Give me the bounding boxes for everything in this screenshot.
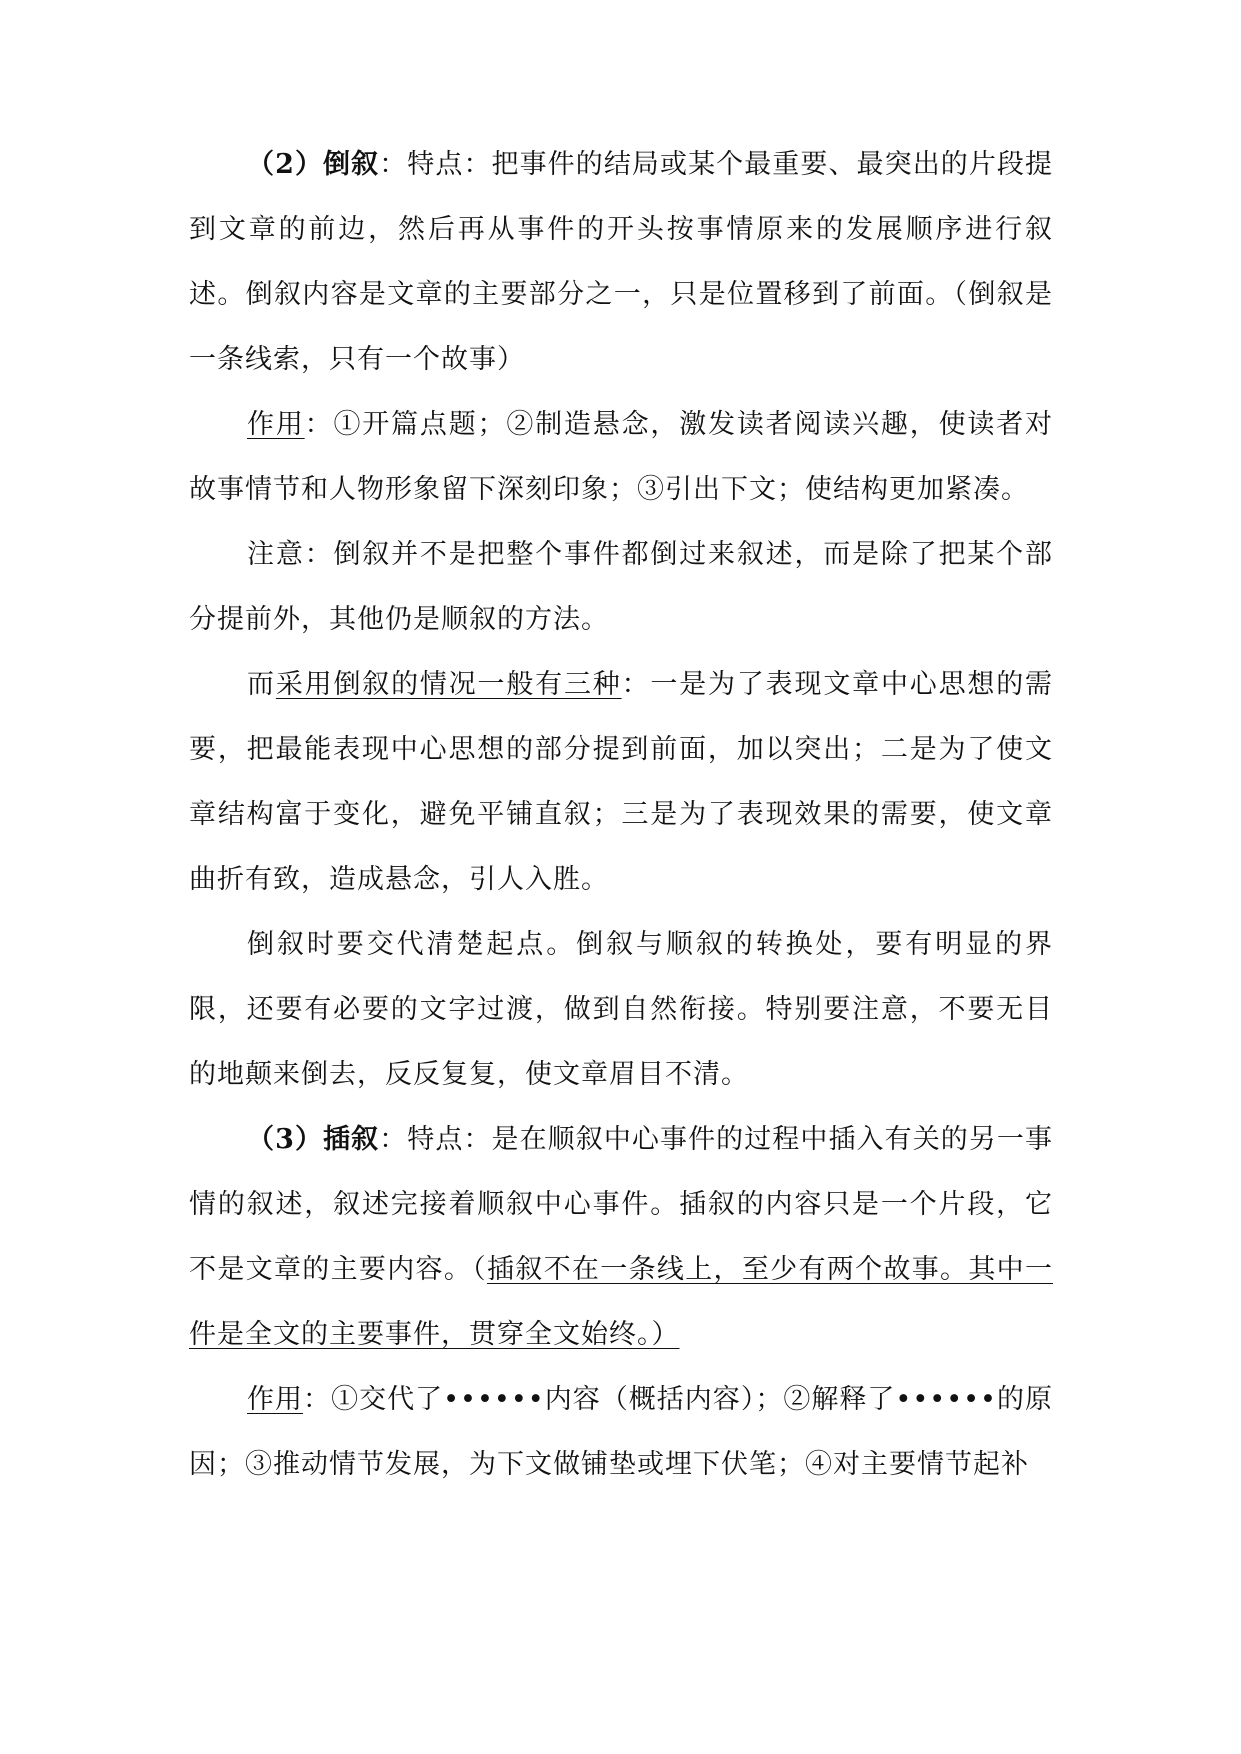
flashback-definition: ：特点：把事件的结局或某个最重要、最突出的片段提到文章的前边，然后再从事件的开头按事情原来的发展顺序进行叙述。倒叙内容是文章的主要部分之一，只是位置移到了前面。（倒叙是一条线索，只有一个故事） (189, 149, 1054, 375)
flashback-cases-paragraph (189, 652, 1053, 912)
interlude-number: （3） (247, 1124, 324, 1155)
flashback-note-paragraph (189, 522, 1053, 652)
flashback-definition-paragraph (189, 132, 1053, 392)
flashback-effect-text: ：①开篇点题；②制造悬念，激发读者阅读兴趣，使读者对故事情节和人物形象留下深刻印象；③引出下文；使结构更加紧凑。 (189, 409, 1054, 505)
flashback-cases-text: ：一是为了表现文章中心思想的需要，把最能表现中心思想的部分提到前面，加以突出；二是为了使文章结构富于变化，避免平铺直叙；三是为了表现效果的需要，使文章曲折有致，造成悬念，引人入胜。 (189, 669, 1054, 895)
flashback-transition-note: 倒叙时要交代清楚起点。倒叙与顺叙的转换处，要有明显的界限，还要有必要的文字过渡，做到自然衔接。特别要注意，不要无目的地颠来倒去，反反复复，使文章眉目不清。 (189, 929, 1053, 1090)
interlude-definition: ：特点：是在顺叙中心事件的过程中插入有关的另一事情的叙述，叙述完接着顺叙中心事件。插叙的内容只是一个片段，它不是文章的主要内容。（ (189, 1124, 1054, 1285)
interlude-definition-paragraph (189, 1107, 1053, 1367)
flashback-effect-label: 作用 (247, 409, 305, 440)
flashback-note: 注意：倒叙并不是把整个事件都倒过来叙述，而是除了把某个部分提前外，其他仍是顺叙的方法。 (189, 539, 1053, 635)
flashback-transition-paragraph (189, 912, 1053, 1107)
flashback-cases-prefix: 而 (247, 669, 276, 700)
interlude-term: 插叙 (323, 1124, 380, 1155)
flashback-section (189, 132, 1053, 1497)
flashback-effect-paragraph (189, 392, 1053, 522)
interlude-effect-paragraph (189, 1367, 1053, 1497)
flashback-cases-label: 采用倒叙的情况一般有三种 (275, 669, 622, 700)
interlude-effect-text: ：①交代了••••••内容（概括内容）；②解释了••••••的原因；③推动情节发展，为下文做铺垫或埋下伏笔；④对主要情节起补 (189, 1384, 1054, 1480)
flashback-number: （2） (247, 149, 324, 180)
interlude-effect-label: 作用 (247, 1384, 304, 1415)
interlude-definition-underlined: 插叙不在一条线上，至少有两个故事。其中一件是全文的主要事件，贯穿全文始终。） (189, 1254, 1054, 1350)
flashback-term: 倒叙 (323, 149, 380, 180)
